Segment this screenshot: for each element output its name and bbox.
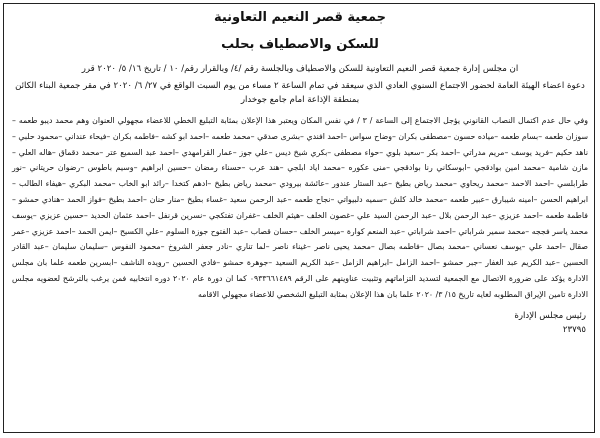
meeting-invitation: دعوة اعضاء الهيئة العامة لحضور الاجتماع السنوي العادي الذي سيعقد في تمام الساعة ٢ مساء من يوم السبت الواقع في ٢٧/ ٦/ ٢٠٢٠ في مقر جمعية البناء الكائن بمنطقة الإذاعة امام جامع جوخدار	[15, 81, 585, 105]
board-decision-line: ان مجلس إدارة جمعية قصر النعيم التعاونية للسكن والاصطياف وبالجلسة رقم /٤/ وبالقرار رقم/ ١٠ / تاريخ ١٦/ ٥/ ٢٠٢٠ قرر	[81, 64, 519, 74]
reference-number: ٢٣٧٩٥	[562, 324, 586, 335]
organization-subtitle: للسكن والاصطياف بحلب	[221, 37, 379, 52]
notice-body: وفي حال عدم اكتمال النصاب القانوني يؤجل الاجتماع إلى الساعة / ٣ / في نفس المكان ويعتبر هذا الإعلان بمثابة التبليغ الخطي للاعضاء مجهولي العنوان وهم محمد ديبو طعمه –سوزان طعمه –بسام طعمه –مياده حسون –مصطفى بكران –وضاح سواس –احمد افندي –بشرى صدقي –محمد طعمه –احمد ابو كشه –فاطمه بكران –فيحاء عنداني –محمود حلبي –ناهد حكيم –فريد يوسف –مريم مدراتي –احمد بكر –سعيد بلوي –حواء مصطفى –بكري شيخ ديس –علي جوز –عمار القرامهدي –احمد عبد السميع عتر –محمد دقماق –هاله العلي –مازن شامية –محمد امين بوادقجي –ابوسكاني رنا بوادقجي –منى عكوره –محمد اياد ابلجي –هند عرب –حسناء رمضان –حسين ابراهيم –وسيم باطوس –رضوان حريتاني –نور طرابلسي –احمد الاحمد –محمد ريحاوي –محمد رياض بطيخ –عبد الستار عندور –عائشة بيرودي –محمد رياض بطيخ –ادهم كتخدا –رائد ابو الخاب –محمد البكري –هيفاء الطالب –ابراهيم الحسن –امينه شيبارق –عبير طعمه –محمد خالد كلش –سميه دلبيواتي –نجاح طعمه –عبد الرحمن سعيد –غساء بطيخ –منار حنان –احمد بطيخ –فواز الحمد –هنادي حمشو –فاطمة طعمه –احمد عزيزي –عبد الرحمن بلال –عبد الرحمن السيد علي –غصون الخلف –هيثم الخلف –غفران تفتكجي –نسرين قرنفل –احمد عثمان الحديد –حسين عزيزي –يوسف محمد ياسر فججه –محمد سمير شراباتي –احمد شراباتي –عبد المنعم كوارة –ميسر الخلف –حسان قصاب –عبد الفتوح جوزة السلوم –علي الكسيح –ايمن الحمد –احمد عزيزي –عمر صقال –احمد علي –يوسف نعساني –محمد بصال –فاطمه بصال –محمد يحيى ناصر –غيناء ناصر –لما تناري –نادر جعفر الشروخ –محمود النفوس –سليمان سليمان –عبد القادر الحسين –عبد الكريم عبد الغفار –جبر حمشو –احمد الزامل –ابراهيم الزامل –عبد الكريم السعيد –جوهرة حمشو –فادي الحسين –رويده الناشف –ابسرين طعمه علما بان مجلس الادارة يؤكد على ضرورة الاتصال مع الجمعية لتسديد التزاماتهم وتثبيت عناوينهم على الرقم ٠٩٣٣٦٦١٤٨٩ كما ان دورة عام ٢٠٢٠ دوره انتخابيه فمن يرغب بالترشح لعضويه مجلس الادارة تامين الإيراق المطلوبه لغايه تاريخ ١٥/ ٣/ ٢٠٢٠ علما بان هذا الإعلان بمثابة التبليغ الشخصي للاعضاء مجهولي الاقامه	[12, 116, 588, 299]
organization-name: جمعية قصر النعيم التعاونية	[213, 10, 387, 25]
signature-title: رئيس مجلس الإدارة	[514, 310, 586, 321]
cooperative-notice	[8, 8, 592, 430]
